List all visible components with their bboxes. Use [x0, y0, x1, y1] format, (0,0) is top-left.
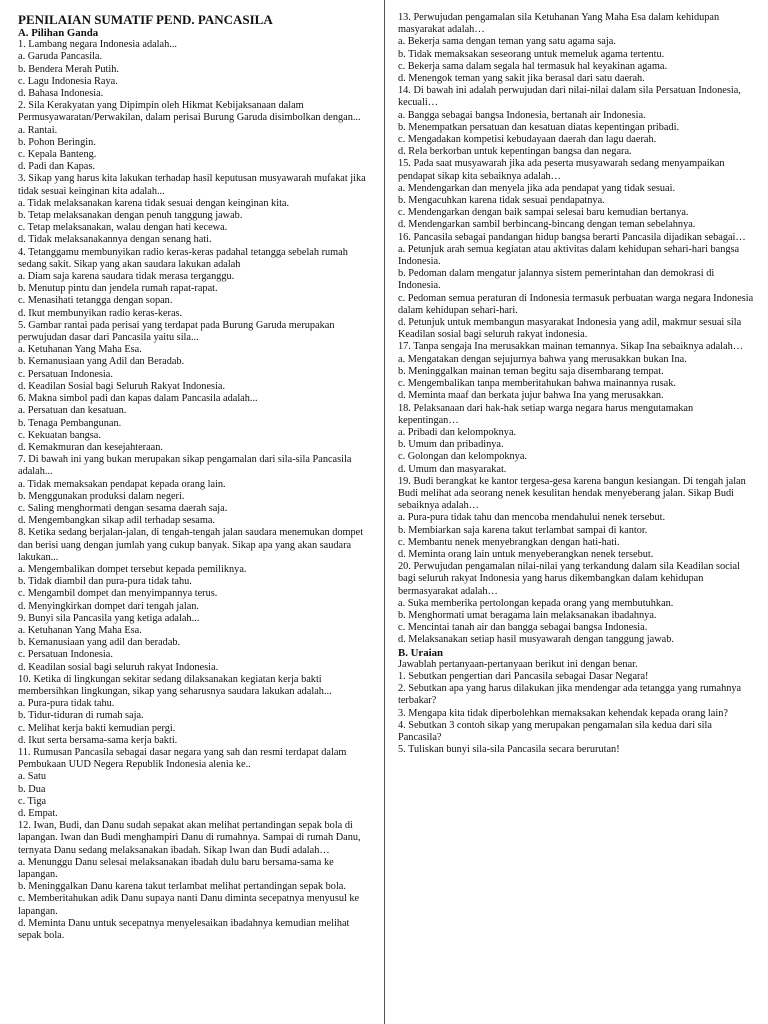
answer-option: a. Petunjuk arah semua kegiatan atau aktivitas dalam kehidupan sehari-hari bangsa Indonesia.	[398, 243, 740, 268]
answer-option: d. Keadilan sosial bagi seluruh rakyat Indonesia.	[18, 661, 219, 673]
answer-option: b. Tidak memaksakan seseorang untuk memeluk agama tertentu.	[398, 48, 665, 60]
question-item	[398, 232, 756, 342]
essay-instruction: Jawablah pertanyaan-pertanyaan berikut ini dengan benar.	[398, 658, 638, 670]
answer-option: a. Bekerja sama dengan teman yang satu agama saja.	[398, 36, 616, 48]
section-b-heading: B. Uraian	[398, 646, 443, 659]
question-item	[398, 158, 756, 231]
answer-option: a. Mendengarkan dan menyela jika ada pendapat yang tidak sesuai.	[398, 182, 676, 194]
answer-option: c. Mengadakan kompetisi kebudayaan daerah dan lagu daerah.	[398, 134, 657, 146]
answer-option: c. Kepala Banteng.	[18, 149, 97, 161]
question-text: 18. Pelaksanaan dari hak-hak setiap warga negara harus mengutamakan kepentingan…	[398, 402, 694, 426]
answer-option: c. Menasihati tetangga dengan sopan.	[18, 295, 173, 307]
answer-option: b. Menutup pintu dan jendela rumah rapat-rapat.	[18, 283, 218, 295]
answer-option: a. Ketuhanan Yang Maha Esa.	[18, 344, 142, 356]
question-item	[398, 561, 756, 646]
question-item	[398, 403, 756, 476]
question-text: 8. Ketika sedang berjalan-jalan, di tengah-tengah jalan saudara menemukan dompet dan berisi uang dengan jumlah yang cukup banyak. Sikap apa yang akan saudara lakukan...	[18, 527, 364, 563]
answer-option: a. Diam saja karena saudara tidak merasa terganggu.	[18, 271, 235, 283]
answer-option: b. Kemanusiaan yang Adil dan Beradab.	[18, 356, 185, 368]
question-text: 15. Pada saat musyawarah jika ada peserta musyawarah sedang menyampaikan pendapat sikap kita sebaiknya adalah…	[398, 158, 725, 182]
answer-option: d. Ikut membunyikan radio keras-keras.	[18, 307, 183, 319]
question-text: 5. Gambar rantai pada perisai yang terdapat pada Burung Garuda merupakan perwujudan dasar dari Pancasila yaitu sila...	[18, 319, 335, 344]
question-text: 20. Perwujudan pengamalan nilai-nilai yang terkandung dalam sila Keadilan social bagi seluruh rakyat Indonesia yang harus dikembangkan dalam kehidupan bermasyarakat adalah…	[398, 561, 740, 597]
question-text: 10. Ketika di lingkungan sekitar sedang dilaksanakan kegiatan kerja bakti membersihkan lingkungan, sikap yang seharusnya saudara lakukan adalah...	[18, 673, 332, 697]
answer-option: a. Tidak memaksakan pendapat kepada orang lain.	[18, 478, 226, 490]
answer-option: c. Saling menghormati dengan sesama daerah saja.	[18, 502, 228, 514]
essay-question: 3. Mengapa kita tidak diperbolehkan memaksakan kehendak kepada orang lain?	[398, 707, 728, 719]
answer-option: c. Persatuan Indonesia.	[18, 368, 113, 380]
section-a-heading: A. Pilihan Ganda	[18, 27, 99, 39]
question-item	[18, 173, 366, 246]
answer-option: c. Mengambil dompet dan menyimpannya terus.	[18, 588, 218, 600]
answer-option: c. Mencintai tanah air dan bangga sebagai bangsa Indonesia.	[398, 622, 648, 634]
question-item	[18, 393, 366, 454]
answer-option: b. Meninggalkan mainan teman begitu saja disembarang tempat.	[398, 365, 664, 377]
answer-option: d. Mengembangkan sikap adil terhadap sesama.	[18, 515, 216, 527]
answer-option: d. Bahasa Indonesia.	[18, 88, 104, 100]
question-text: 2. Sila Kerakyatan yang Dipimpin oleh Hikmat Kebijaksanaan dalam Permusyawaratan/Perwakilan, dalam perisai Burung Garuda disimbolkan dengan...	[18, 100, 361, 124]
answer-option: d. Padi dan Kapas.	[18, 161, 95, 173]
answer-option: a. Garuda Pancasila.	[18, 51, 103, 63]
answer-option: c. Membantu nenek menyebrangkan dengan hati-hati.	[398, 536, 620, 548]
answer-option: c. Pedoman semua peraturan di Indonesia termasuk perbuatan warga negara Indonesia dalam kehidupan sehari-hari.	[398, 292, 754, 316]
answer-option: b. Umum dan pribadinya.	[398, 439, 504, 451]
answer-option: c. Mendengarkan dengan baik sampai selesai baru kemudian bertanya.	[398, 207, 689, 219]
essay-list	[398, 671, 756, 756]
answer-option: a. Mengatakan dengan sejujurnya bahwa yang merusakkan bukan Ina.	[398, 353, 687, 365]
question-item	[18, 100, 366, 173]
question-text: 11. Rumusan Pancasila sebagai dasar negara yang sah dan resmi terdapat dalam Pembukaan UUD Negera Republik Indonesia alenia ke..	[18, 746, 347, 771]
answer-option: d. Kemakmuran dan kesejahteraan.	[18, 441, 163, 453]
essay-question: 5. Tuliskan bunyi sila-sila Pancasila secara berurutan!	[398, 744, 620, 756]
answer-option: b. Menggunakan produksi dalam negeri.	[18, 490, 185, 502]
answer-option: a. Pura-pura tidak tahu.	[18, 698, 115, 710]
answer-option: b. Pedoman dalam mengatur jalannya sistem pemerintahan dan demokrasi di Indonesia.	[398, 268, 715, 292]
answer-option: d. Menyingkirkan dompet dari tengah jalan.	[18, 600, 200, 612]
question-item	[18, 674, 366, 747]
answer-option: d. Tidak melaksanakannya dengan senang hati.	[18, 234, 212, 246]
answer-option: a. Mengembalikan dompet tersebut kepada pemiliknya.	[18, 563, 247, 575]
question-text: 7. Di bawah ini yang bukan merupakan sikap pengamalan dari sila-sila Pancasila adalah...	[18, 454, 352, 478]
answer-option: c. Golongan dan kelompoknya.	[398, 451, 527, 463]
answer-option: d. Rela berkorban untuk kepentingan bangsa dan negara.	[398, 146, 632, 158]
question-item	[18, 820, 366, 942]
answer-option: b. Tidur-tiduran di rumah saja.	[18, 710, 144, 722]
answer-option: b. Tenaga Pembangunan.	[18, 417, 122, 429]
answer-option: b. Membiarkan saja karena takut terlambat sampai di kantor.	[398, 524, 648, 536]
answer-option: a. Satu	[18, 771, 47, 783]
answer-option: a. Bangga sebagai bangsa Indonesia, bertanah air Indonesia.	[398, 109, 646, 121]
question-list-right	[398, 12, 756, 647]
answer-option: d. Meminta maaf dan berkata jujur bahwa Ina yang merusakkan.	[398, 390, 664, 402]
answer-option: b. Kemanusiaan yang adil dan beradab.	[18, 637, 181, 649]
answer-option: d. Meminta Danu untuk secepatnya menyelesaikan ibadahnya kemudian melihat sepak bola.	[18, 917, 350, 942]
answer-option: c. Kekuatan bangsa.	[18, 429, 101, 441]
answer-option: d. Menengok teman yang sakit jika berasal dari satu daerah.	[398, 73, 645, 85]
question-item	[18, 747, 366, 820]
answer-option: c. Tetap melaksanakan, walau dengan hati kecewa.	[18, 222, 228, 234]
answer-option: c. Memberitahukan adik Danu supaya nanti Danu diminta secepatnya menyusul ke lapangan.	[18, 893, 360, 917]
question-item	[18, 247, 366, 320]
answer-option: b. Dua	[18, 783, 46, 795]
question-text: 9. Bunyi sila Pancasila yang ketiga adalah...	[18, 612, 200, 624]
question-text: 16. Pancasila sebagai pandangan hidup bangsa berarti Pancasila dijadikan sebagai…	[398, 231, 746, 243]
question-text: 14. Di bawah ini adalah perwujudan dari nilai-nilai dalam sila Persatuan Indonesia, kecuali…	[398, 85, 741, 109]
left-column	[18, 12, 366, 1018]
answer-option: d. Meminta orang lain untuk menyeberangkan nenek tersebut.	[398, 548, 654, 560]
answer-option: a. Suka memberika pertolongan kepada orang yang membutuhkan.	[398, 597, 674, 609]
question-item	[18, 454, 366, 527]
question-text: 17. Tanpa sengaja Ina merusakkan mainan temannya. Sikap Ina sebaiknya adalah…	[398, 341, 744, 353]
answer-option: b. Tetap melaksanakan dengan penuh tanggung jawab.	[18, 210, 243, 222]
essay-question: 4. Sebutkan 3 contoh sikap yang merupakan pengamalan sila kedua dari sila Pancasila?	[398, 719, 712, 743]
essay-question: 1. Sebutkan pengertian dari Pancasila sebagai Dasar Negara!	[398, 670, 649, 682]
answer-option: d. Keadilan Sosial bagi Seluruh Rakyat Indonesia.	[18, 380, 226, 392]
question-item	[398, 476, 756, 561]
answer-option: c. Bekerja sama dalam segala hal termasuk hal keyakinan agama.	[398, 60, 668, 72]
answer-option: d. Ikut serta bersama-sama kerja bakti.	[18, 734, 178, 746]
essay-question: 2. Sebutkan apa yang harus dilakukan jika mendengar ada tetangga yang rumahnya terbakar?	[398, 683, 742, 707]
answer-option: c. Persatuan Indonesia.	[18, 649, 113, 661]
question-text: 1. Lambang negara Indonesia adalah...	[18, 39, 177, 51]
question-text: 4. Tetanggamu membunyikan radio keras-keras padahal tetangga sebelah rumah sedang sakit. Sikap yang akan saudara lakukan adalah	[18, 246, 348, 270]
question-item	[398, 85, 756, 158]
question-item	[398, 12, 756, 85]
answer-option: a. Menunggu Danu selesai melaksanakan ibadah dulu baru bersama-sama ke lapangan.	[18, 856, 334, 881]
answer-option: a. Ketuhanan Yang Maha Esa.	[18, 624, 142, 636]
answer-option: c. Mengembalikan tanpa memberitahukan bahwa mainannya rusak.	[398, 378, 676, 390]
answer-option: b. Menghormati umat beragama lain melaksanakan ibadahnya.	[398, 609, 657, 621]
question-text: 3. Sikap yang harus kita lakukan terhadap hasil keputusan musyawarah mufakat jika tidak sesuai keinginan kita adalah...	[18, 173, 366, 197]
answer-option: d. Melaksanakan setiap hasil musyawarah dengan tanggung jawab.	[398, 634, 674, 646]
page-title: PENILAIAN SUMATIF PEND. PANCASILA	[18, 12, 273, 27]
question-item	[18, 39, 366, 100]
answer-option: a. Tidak melaksanakan karena tidak sesuai dengan keinginan kita.	[18, 197, 290, 209]
answer-option: b. Meninggalkan Danu karena takut terlambat melihat pertandingan sepak bola.	[18, 881, 346, 893]
answer-option: a. Pribadi dan kelompoknya.	[398, 426, 517, 438]
answer-option: b. Tidak diambil dan pura-pura tidak tahu.	[18, 576, 192, 588]
right-column	[398, 12, 756, 1018]
answer-option: c. Lagu Indonesia Raya.	[18, 75, 118, 87]
answer-option: d. Empat.	[18, 808, 58, 819]
answer-option: d. Umum dan masyarakat.	[398, 463, 507, 475]
question-text: 13. Perwujudan pengamalan sila Ketuhanan Yang Maha Esa dalam kehidupan masyarakat adalah…	[398, 12, 720, 36]
answer-option: b. Bendera Merah Putih.	[18, 63, 119, 75]
answer-option: d. Mendengarkan sambil berbincang-bincang dengan teman sebelahnya.	[398, 219, 696, 231]
question-item	[18, 613, 366, 674]
answer-option: a. Persatuan dan kesatuan.	[18, 405, 127, 417]
answer-option: c. Melihat kerja bakti kemudian pergi.	[18, 722, 176, 734]
answer-option: a. Pura-pura tidak tahu dan mencoba mendahului nenek tersebut.	[398, 512, 666, 524]
question-text: 6. Makna simbol padi dan kapas dalam Pancasila adalah...	[18, 393, 258, 405]
question-item	[18, 527, 366, 612]
question-item	[398, 341, 756, 402]
question-item	[18, 320, 366, 393]
question-text: 19. Budi berangkat ke kantor tergesa-gesa karena bangun kesiangan. Di tengah jalan Budi melihat ada seorang nenek kesulitan hendak menyeberang jalan. Sikap Budi sebaiknya adalah…	[398, 475, 746, 512]
answer-option: b. Mengacuhkan karena tidak sesuai pendapatnya.	[398, 195, 605, 207]
answer-option: d. Petunjuk untuk membangun masyarakat Indonesia yang adil, makmur sesuai sila Keadilan sosial bagi seluruh rakyat indonesia.	[398, 317, 742, 341]
question-text: 12. Iwan, Budi, dan Danu sudah sepakat akan melihat pertandingan sepak bola di lapangan. Iwan dan Budi menghampiri Danu di rumahnya. Sampai di rumah Danu, ternyata Danu sedang melaksanakan ibadah. Sikap Iwan dan Budi adalah…	[18, 820, 361, 856]
question-list-left	[18, 39, 366, 942]
answer-option: b. Menempatkan persatuan dan kesatuan diatas kepentingan pribadi.	[398, 121, 680, 133]
answer-option: c. Tiga	[18, 795, 47, 807]
answer-option: a. Rantai.	[18, 124, 58, 136]
column-divider	[384, 0, 385, 1024]
answer-option: b. Pohon Beringin.	[18, 136, 96, 148]
